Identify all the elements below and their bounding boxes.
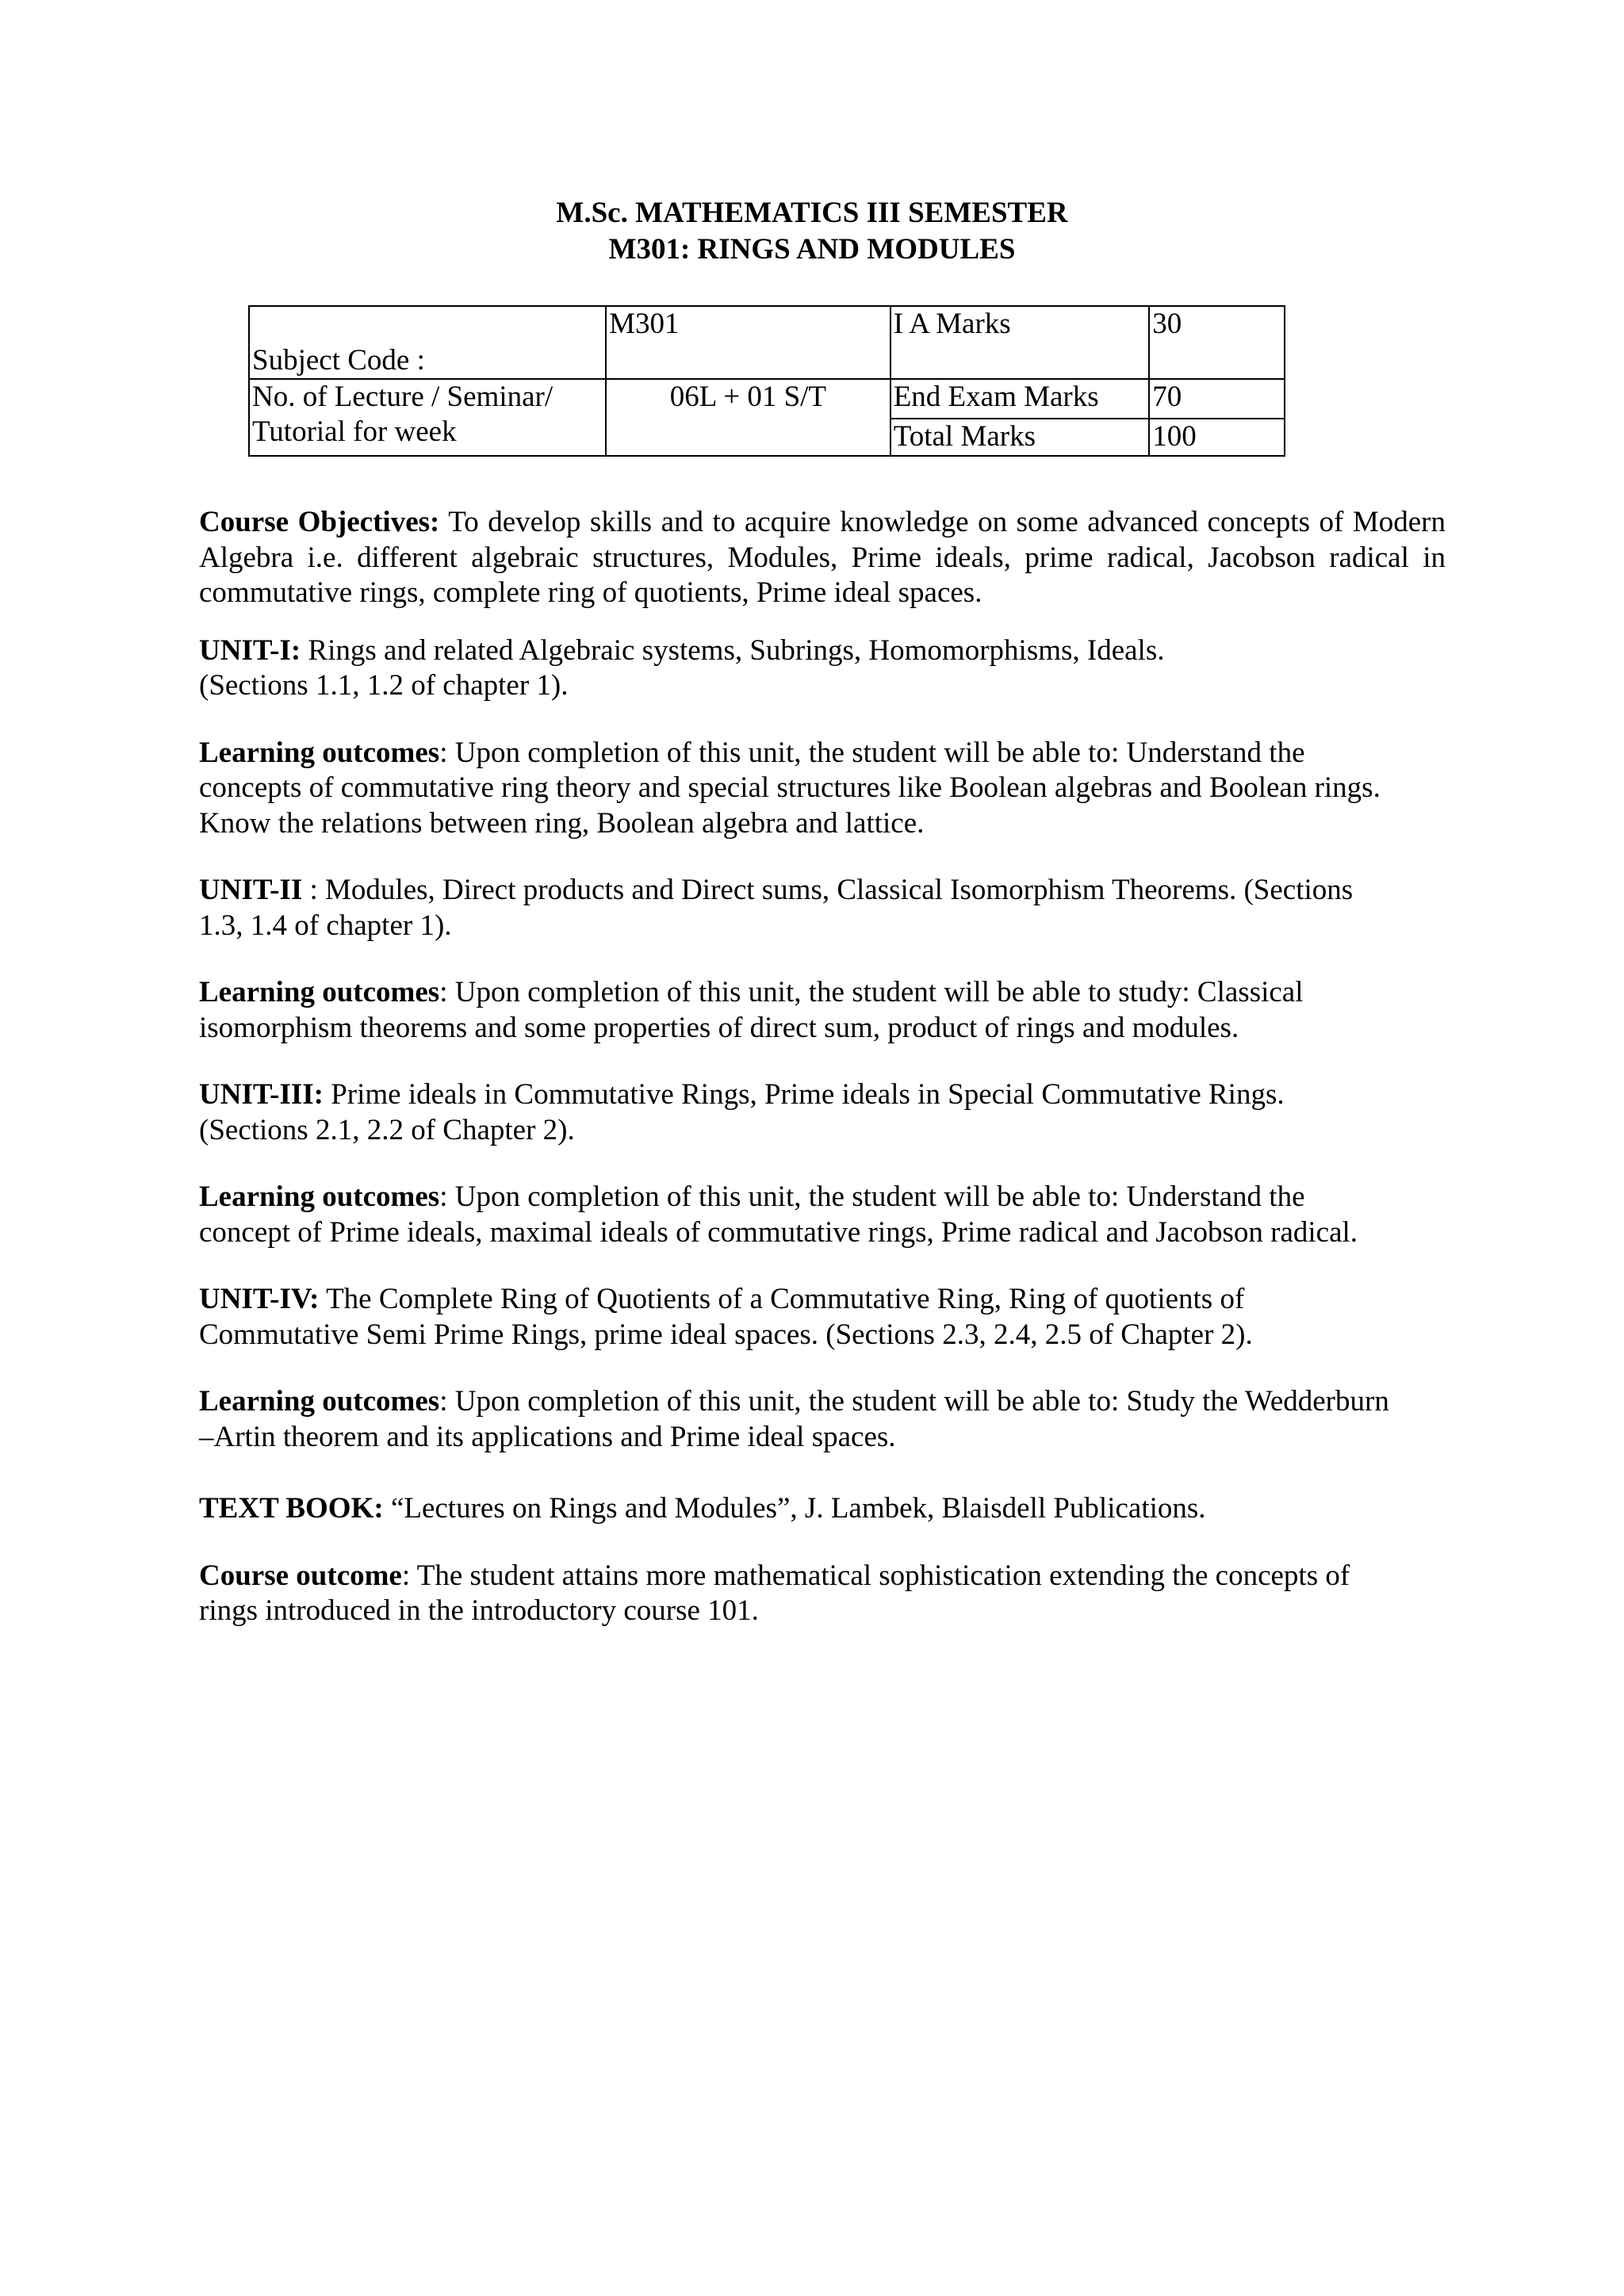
- subject-code-label: Subject Code :: [249, 306, 606, 379]
- unit-4-label: UNIT-IV:: [199, 1283, 320, 1315]
- unit-2-outcomes-line1: : Upon completion of this unit, the student will be able to study: Classical: [439, 976, 1304, 1008]
- unit-1-outcomes-paragraph: [199, 736, 1446, 842]
- unit-1-line1: Rings and related Algebraic systems, Subrings, Homomorphisms, Ideals.: [301, 633, 1165, 667]
- unit-3-outcomes-paragraph: [199, 1180, 1446, 1250]
- course-objectives-label: Course Objectives:: [199, 506, 440, 538]
- semester-heading: M.Sc. MATHEMATICS III SEMESTER: [556, 197, 1068, 229]
- unit-1-line2: (Sections 1.1, 1.2 of chapter 1).: [199, 669, 569, 702]
- course-info-table: [248, 305, 1285, 457]
- unit-4-outcomes-line2: –Artin theorem and its applications and Prime ideal spaces.: [199, 1420, 896, 1453]
- unit-1-outcomes-line1: : Upon completion of this unit, the student will be able to: Understand the: [439, 736, 1305, 769]
- unit-4-paragraph: [199, 1282, 1446, 1353]
- course-outcome-line2: rings introduced in the introductory course 101.: [199, 1594, 759, 1627]
- unit-2-outcomes-line2: isomorphism theorems and some properties of direct sum, product of rings and modules.: [199, 1011, 1239, 1044]
- table-row: [249, 379, 1285, 419]
- lecture-label: [249, 379, 606, 456]
- text-book-text: “Lectures on Rings and Modules”, J. Lambek, Blaisdell Publications.: [383, 1492, 1206, 1525]
- course-outcome-label: Course outcome: [199, 1559, 402, 1592]
- unit-1-outcomes-line2: concepts of commutative ring theory and special structures like Boolean algebras and Boolean rings.: [199, 771, 1381, 804]
- course-objectives-paragraph: [199, 505, 1446, 611]
- text-book-paragraph: [199, 1491, 1446, 1527]
- unit-4-outcomes-paragraph: [199, 1384, 1446, 1455]
- end-exam-label: End Exam Marks: [891, 379, 1150, 419]
- unit-3-label: UNIT-III:: [199, 1078, 324, 1111]
- unit-1-paragraph: [199, 633, 1446, 704]
- lecture-value: 06L + 01 S/T: [606, 379, 891, 456]
- unit-4-line1: The Complete Ring of Quotients of a Commutative Ring, Ring of quotients of: [319, 1283, 1245, 1315]
- unit-2-label: UNIT-II: [199, 874, 303, 906]
- end-exam-value: 70: [1149, 379, 1285, 419]
- unit-3-outcomes-label: Learning outcomes: [199, 1181, 440, 1213]
- course-outcome-line1: : The student attains more mathematical sophistication extending the concepts of: [401, 1559, 1350, 1592]
- course-heading: M301: RINGS AND MODULES: [608, 233, 1016, 266]
- table-row: [249, 306, 1285, 379]
- ia-marks-value: 30: [1149, 306, 1285, 379]
- total-marks-value: 100: [1149, 419, 1285, 456]
- unit-2-paragraph: [199, 873, 1446, 943]
- subject-code-value: M301: [606, 306, 891, 379]
- text-book-label: TEXT BOOK:: [199, 1492, 384, 1525]
- unit-2-outcomes-label: Learning outcomes: [199, 976, 440, 1008]
- lecture-label-line2: Tutorial for week: [252, 415, 457, 448]
- unit-2-line1: : Modules, Direct products and Direct sums, Classical Isomorphism Theorems. (Sections: [302, 874, 1354, 906]
- course-objectives-text: To develop skills and to acquire knowledge on some advanced concepts of Modern Algebra i.e. different algebraic structures, Modules, Prime ideals, prime radical, Jacobson radical in commutative rings, complete ring of quotients, Prime ideal spaces.: [199, 506, 1446, 609]
- unit-3-line2: (Sections 2.1, 2.2 of Chapter 2).: [199, 1113, 575, 1146]
- total-marks-label: Total Marks: [891, 419, 1150, 456]
- unit-1-outcomes-label: Learning outcomes: [199, 736, 440, 769]
- unit-2-outcomes-paragraph: [199, 975, 1446, 1046]
- unit-4-outcomes-line1: : Upon completion of this unit, the student will be able to: Study the Wedderburn: [439, 1385, 1389, 1418]
- document-title: [0, 195, 1624, 268]
- unit-2-line2: 1.3, 1.4 of chapter 1).: [199, 909, 452, 942]
- unit-4-outcomes-label: Learning outcomes: [199, 1385, 440, 1418]
- unit-1-label: UNIT-I:: [199, 633, 301, 667]
- unit-1-outcomes-line3: Know the relations between ring, Boolean algebra and lattice.: [199, 806, 925, 840]
- unit-3-outcomes-line2: concept of Prime ideals, maximal ideals of commutative rings, Prime radical and Jacobson radical.: [199, 1215, 1358, 1249]
- syllabus-content: [199, 505, 1446, 1629]
- ia-marks-label: I A Marks: [891, 306, 1150, 379]
- unit-3-outcomes-line1: : Upon completion of this unit, the student will be able to: Understand the: [439, 1181, 1305, 1213]
- unit-3-line1: Prime ideals in Commutative Rings, Prime ideals in Special Commutative Rings.: [323, 1078, 1285, 1111]
- unit-3-paragraph: [199, 1077, 1446, 1148]
- unit-4-line2: Commutative Semi Prime Rings, prime ideal spaces. (Sections 2.3, 2.4, 2.5 of Chapter 2).: [199, 1318, 1253, 1351]
- lecture-label-line1: No. of Lecture / Seminar/: [252, 381, 553, 413]
- course-outcome-paragraph: [199, 1559, 1446, 1629]
